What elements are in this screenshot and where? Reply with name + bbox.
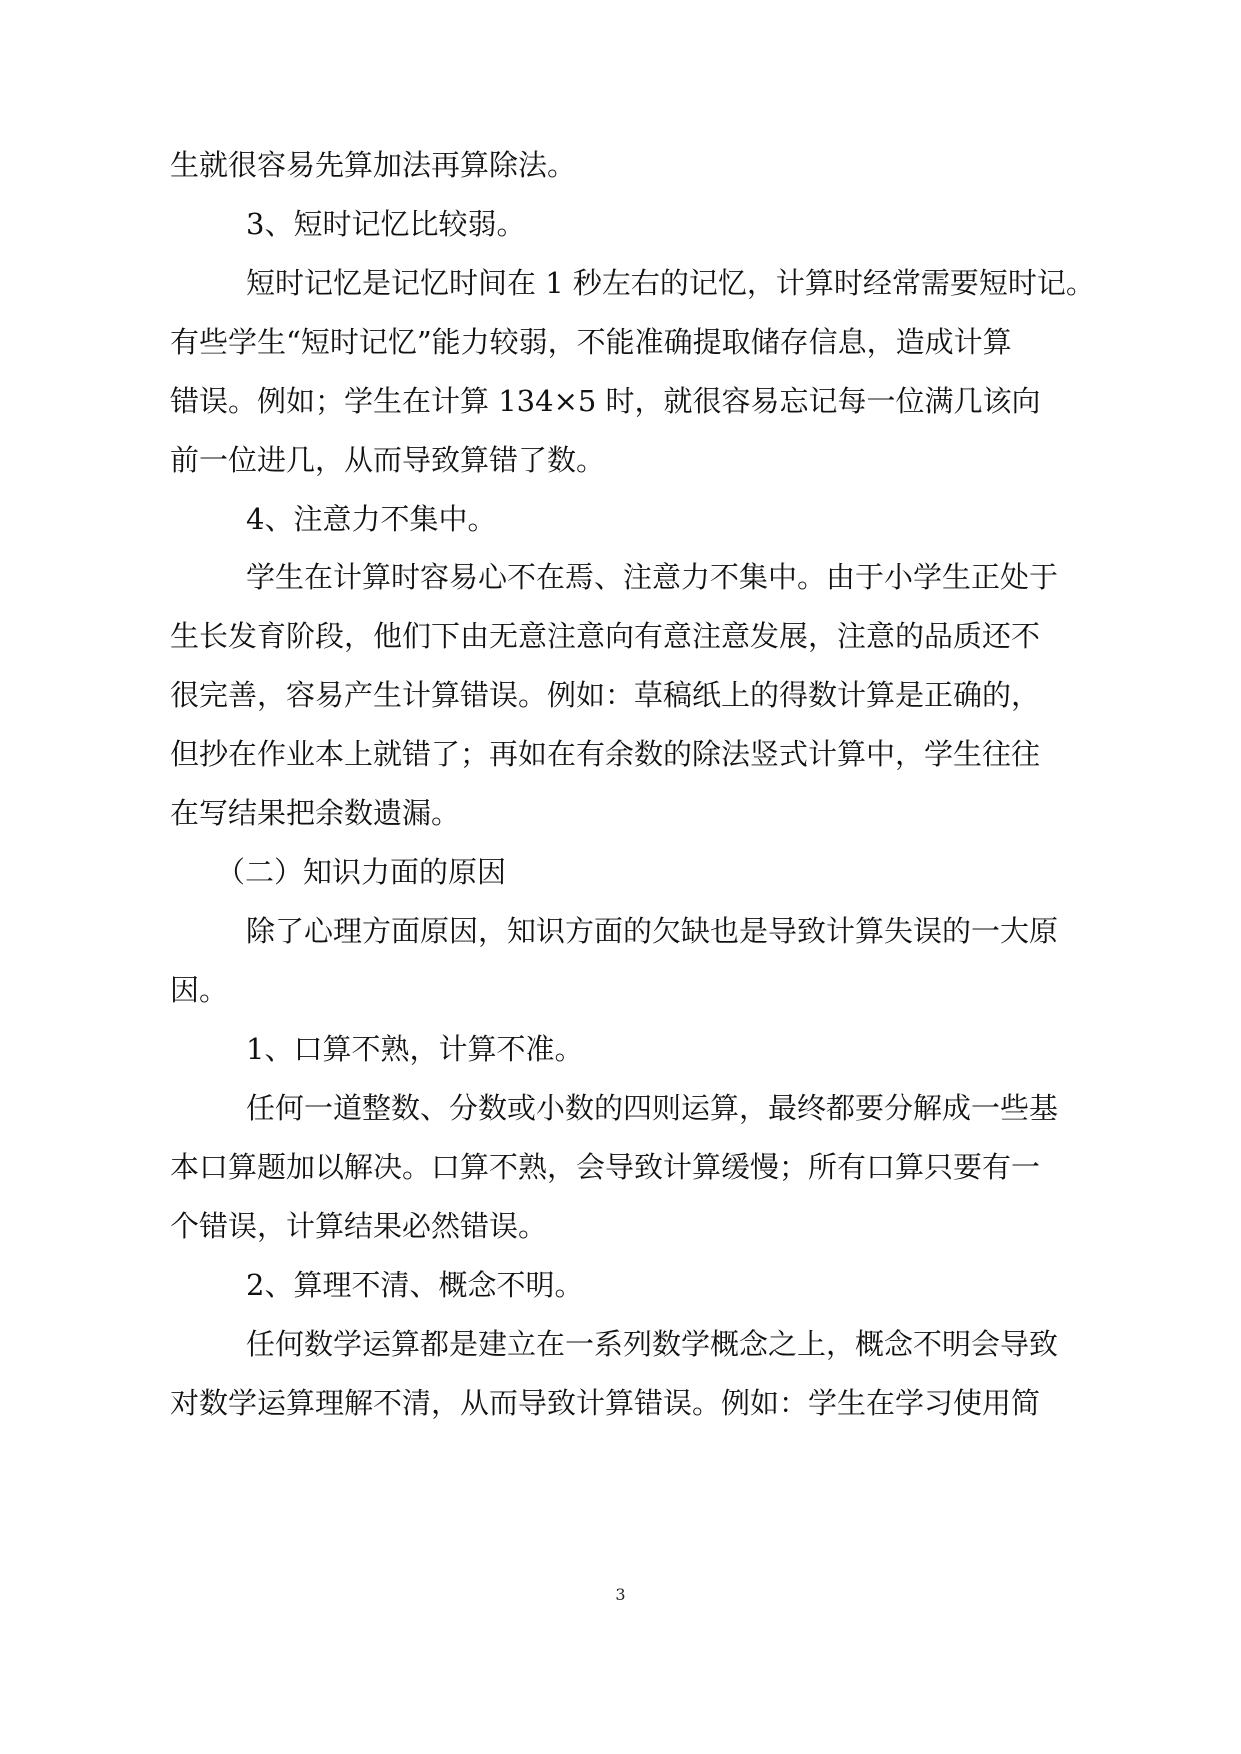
text-line [0, 312, 1241, 372]
line-text: 2、算理不清、概念不明。 [246, 1268, 584, 1302]
line-text: 3、短时记忆比较弱。 [246, 207, 526, 241]
text-line [0, 960, 1241, 1020]
line-text: 有些学生“短时记忆”能力较弱，不能准确提取储存信息，造成计算 [170, 325, 1012, 359]
line-text: 任何一道整数、分数或小数的四则运算，最终都要分解成一些基 [246, 1091, 1059, 1125]
line-text: 任何数学运算都是建立在一系列数学概念之上，概念不明会导致 [246, 1327, 1059, 1361]
text-line [0, 901, 1241, 961]
line-text: 生长发育阶段，他们下由无意注意向有意注意发展，注意的品质还不 [170, 619, 1041, 653]
text-line [0, 371, 1241, 431]
text-line [0, 606, 1241, 666]
text-line [0, 1255, 1241, 1315]
text-line [0, 430, 1241, 490]
text-line [0, 135, 1241, 195]
text-line [0, 1019, 1241, 1079]
line-text: 1、口算不熟，计算不准。 [246, 1032, 584, 1066]
text-line [0, 665, 1241, 725]
text-line [0, 1196, 1241, 1256]
line-text: 除了心理方面原因，知识方面的欠缺也是导致计算失误的一大原 [246, 914, 1059, 948]
text-line [0, 194, 1241, 254]
line-text: 4、注意力不集中。 [246, 502, 497, 536]
line-text: 错误。例如；学生在计算 134×5 时，就很容易忘记每一位满几该向 [170, 384, 1041, 418]
line-text: 因。 [170, 973, 229, 1007]
line-text: 本口算题加以解决。口算不熟，会导致计算缓慢；所有口算只要有一 [170, 1150, 1041, 1184]
text-line [0, 724, 1241, 784]
line-text: 在写结果把余数遗漏。 [170, 796, 461, 830]
line-text: 但抄在作业本上就错了；再如在有余数的除法竖式计算中，学生往往 [170, 737, 1041, 771]
line-text: 前一位进几，从而导致算错了数。 [170, 443, 606, 477]
text-line [0, 1314, 1241, 1374]
text-line [0, 489, 1241, 549]
line-text: 短时记忆是记忆时间在 1 秒左右的记忆，计算时经常需要短时记。 [246, 266, 1095, 300]
line-text: 个错误，计算结果必然错误。 [170, 1209, 548, 1243]
page-number: 3 [615, 1585, 626, 1604]
line-text: 对数学运算理解不清，从而导致计算错误。例如：学生在学习使用简 [170, 1386, 1041, 1420]
line-text: 很完善，容易产生计算错误。例如：草稿纸上的得数计算是正确的， [170, 678, 1041, 712]
text-line [0, 1078, 1241, 1138]
line-text: （二）知识力面的原因 [216, 855, 507, 889]
text-line [0, 1373, 1241, 1433]
text-line [0, 842, 1241, 902]
line-text: 学生在计算时容易心不在焉、注意力不集中。由于小学生正处于 [246, 560, 1059, 594]
text-line [0, 783, 1241, 843]
text-line [0, 253, 1241, 313]
text-line [0, 547, 1241, 607]
line-text: 生就很容易先算加法再算除法。 [170, 148, 577, 182]
text-line [0, 1137, 1241, 1197]
